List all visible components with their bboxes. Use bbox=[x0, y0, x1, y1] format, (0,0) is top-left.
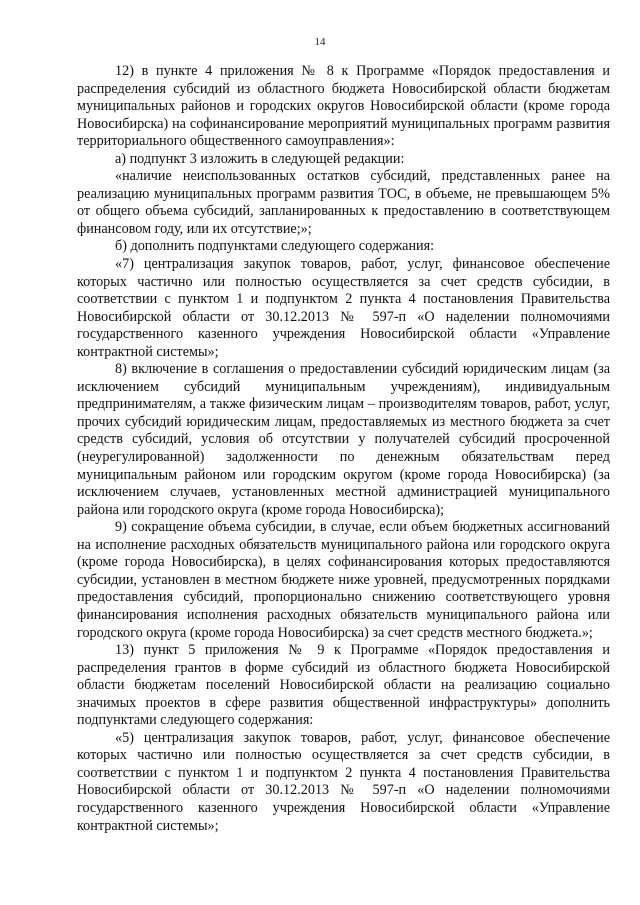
subparagraph-8: 8) включение в соглашения о предоставлении субсидий юридическим лицам (за исключением субсидий муниципальным учреждениям), индивидуальным предпринимателям, а также физическим лицам – производителям товаров, работ, услуг, прочих субсидий юридическим лицам, предоставляемых из местного бюджета за счет средств субсидий, условия об отсутствии у получателей субсидий просроченной (неурегулированной) задолженности по денежным обязательствам перед муниципальным районом или городским округом (кроме города Новосибирска) (за исключением случаев, установленных местной администрацией муниципального района или городского округа (кроме города Новосибирска); bbox=[77, 361, 610, 518]
quoted-subparagraph-3: «наличие неиспользованных остатков субсидий, представленных ранее на реализацию муниципальных программ развития ТОС, в объеме, не превышающем 5% от общего объема субсидий, запланированных к предоставлению в соответствующем финансовом году, или их отсутствие;»; bbox=[77, 168, 610, 237]
paragraph-item-12: 12) в пункте 4 приложения № 8 к Программе «Порядок предоставления и распределения субсидий из областного бюджета Новосибирской области бюджетам муниципальных районов и городских округов Новосибирской области (кроме города Новосибирска) на софинансирование мероприятий муниципальных программ развития территориального общественного самоуправления»: bbox=[77, 63, 610, 150]
subparagraph-9: 9) сокращение объема субсидии, в случае, если объем бюджетных ассигнований на исполнение расходных обязательств муниципального района или городского округа (кроме города Новосибирска), в целях софинансирования которых предоставляются субсидии, установлен в местном бюджете ниже уровней, предусмотренных порядками предоставления субсидий, пропорционально снижению соответствующего уровня финансирования исполнения расходных обязательств муниципального района или городского округа (кроме города Новосибирска) за счет средств местного бюджета.»; bbox=[77, 519, 610, 641]
subparagraph-b: б) дополнить подпунктами следующего содержания: bbox=[115, 238, 435, 255]
subparagraph-7: «7) централизация закупок товаров, работ, услуг, финансовое обеспечение которых частично или полностью осуществляется за счет средств субсидии, в соответствии с пунктом 1 и подпунктом 2 пункта 4 постановления Правительства Новосибирской области от 30.12.2013 № 597-п «О наделении полномочиями государственного казенного учреждения Новосибирской области «Управление контрактной системы»; bbox=[77, 256, 610, 360]
subparagraph-a: а) подпункт 3 изложить в следующей редакции: bbox=[115, 150, 405, 167]
page-number: 14 bbox=[314, 36, 326, 48]
subparagraph-5: «5) централизация закупок товаров, работ, услуг, финансовое обеспечение которых частично или полностью осуществляется за счет средств субсидии, в соответствии с пунктом 1 и подпунктом 2 пункта 4 постановления Правительства Новосибирской области от 30.12.2013 № 597-п «О наделении полномочиями государственного казенного учреждения Новосибирской области «Управление контрактной системы»; bbox=[77, 729, 610, 834]
paragraph-item-13: 13) пункт 5 приложения № 9 к Программе «Порядок предоставления и распределения грантов в форме субсидий из областного бюджета Новосибирской области бюджетам поселений Новосибирской области на реализацию социально значимых проектов в сфере развития общественной инфраструктуры» дополнить подпунктами следующего содержания: bbox=[77, 642, 610, 729]
document-body bbox=[77, 63, 610, 835]
